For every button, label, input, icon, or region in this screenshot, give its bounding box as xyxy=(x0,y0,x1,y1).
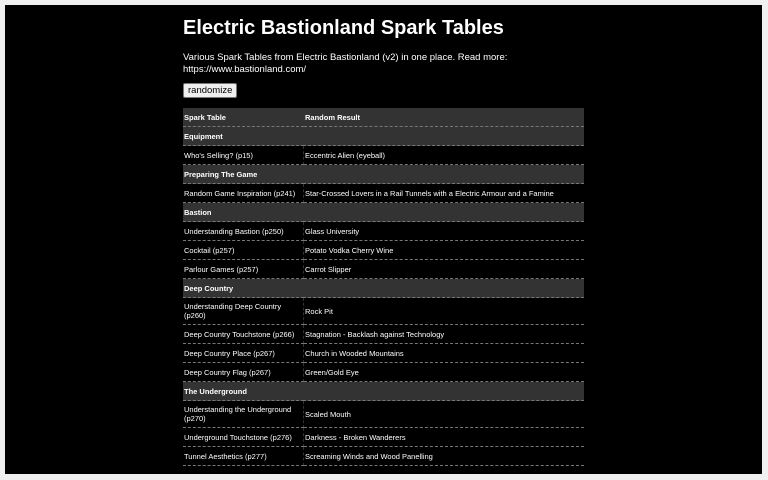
spark-table-name: Who's Selling? (p15) xyxy=(183,146,304,165)
column-header-random-result: Random Result xyxy=(304,108,585,127)
section-row-bastion xyxy=(183,203,584,222)
random-result: Potato Vodka Cherry Wine xyxy=(304,241,585,260)
spark-table-name: Random Game Inspiration (p241) xyxy=(183,184,304,203)
spark-table-name: Understanding Bastion (p250) xyxy=(183,222,304,241)
random-result: Glass University xyxy=(304,222,585,241)
table-row xyxy=(183,428,584,447)
table-row xyxy=(183,401,584,428)
table-header-row xyxy=(183,108,584,127)
spark-table-name: Parlour Games (p257) xyxy=(183,260,304,279)
table-row xyxy=(183,363,584,382)
page-viewport xyxy=(5,5,762,474)
table-row xyxy=(183,184,584,203)
random-result: Green/Gold Eye xyxy=(304,363,585,382)
random-result: Eccentric Alien (eyeball) xyxy=(304,146,585,165)
section-row-preparing-the-game xyxy=(183,165,584,184)
section-row-deep-country xyxy=(183,279,584,298)
spark-table-name: Deep Country Touchstone (p266) xyxy=(183,325,304,344)
table-row xyxy=(183,325,584,344)
random-result: Star-Crossed Lovers in a Rail Tunnels with a Electric Armour and a Famine xyxy=(304,184,585,203)
spark-table-name: Understanding the Underground (p270) xyxy=(183,401,304,428)
spark-table-name: Underground Touchstone (p276) xyxy=(183,428,304,447)
column-header-spark-table: Spark Table xyxy=(183,108,304,127)
page-title: Electric Bastionland Spark Tables xyxy=(183,17,504,39)
table-row xyxy=(183,222,584,241)
random-result: Stagnation - Backlash against Technology xyxy=(304,325,585,344)
section-label: Deep Country xyxy=(183,279,584,298)
section-label: Equipment xyxy=(183,127,584,146)
spark-table-name: Understanding Deep Country (p260) xyxy=(183,298,304,325)
table-row xyxy=(183,344,584,363)
section-row-equipment xyxy=(183,127,584,146)
section-row-the-underground xyxy=(183,382,584,401)
randomize-button[interactable]: randomize xyxy=(183,83,237,98)
section-label: The Underground xyxy=(183,382,584,401)
table-row xyxy=(183,146,584,165)
section-label: Preparing The Game xyxy=(183,165,584,184)
page-description: Various Spark Tables from Electric Bastionland (v2) in one place. Read more: https://www.bastionland.com/ xyxy=(183,52,508,75)
table-row xyxy=(183,260,584,279)
section-label: Bastion xyxy=(183,203,584,222)
table-row xyxy=(183,298,584,325)
table-row xyxy=(183,447,584,466)
spark-table-name: Cocktail (p257) xyxy=(183,241,304,260)
random-result: Rock Pit xyxy=(304,298,585,325)
spark-table-name: Deep Country Place (p267) xyxy=(183,344,304,363)
table-row xyxy=(183,241,584,260)
spark-table-name: Deep Country Flag (p267) xyxy=(183,363,304,382)
spark-table xyxy=(183,108,584,466)
random-result: Scaled Mouth xyxy=(304,401,585,428)
random-result: Screaming Winds and Wood Panelling xyxy=(304,447,585,466)
random-result: Darkness - Broken Wanderers xyxy=(304,428,585,447)
spark-table-name: Tunnel Aesthetics (p277) xyxy=(183,447,304,466)
random-result: Church in Wooded Mountains xyxy=(304,344,585,363)
random-result: Carrot Slipper xyxy=(304,260,585,279)
